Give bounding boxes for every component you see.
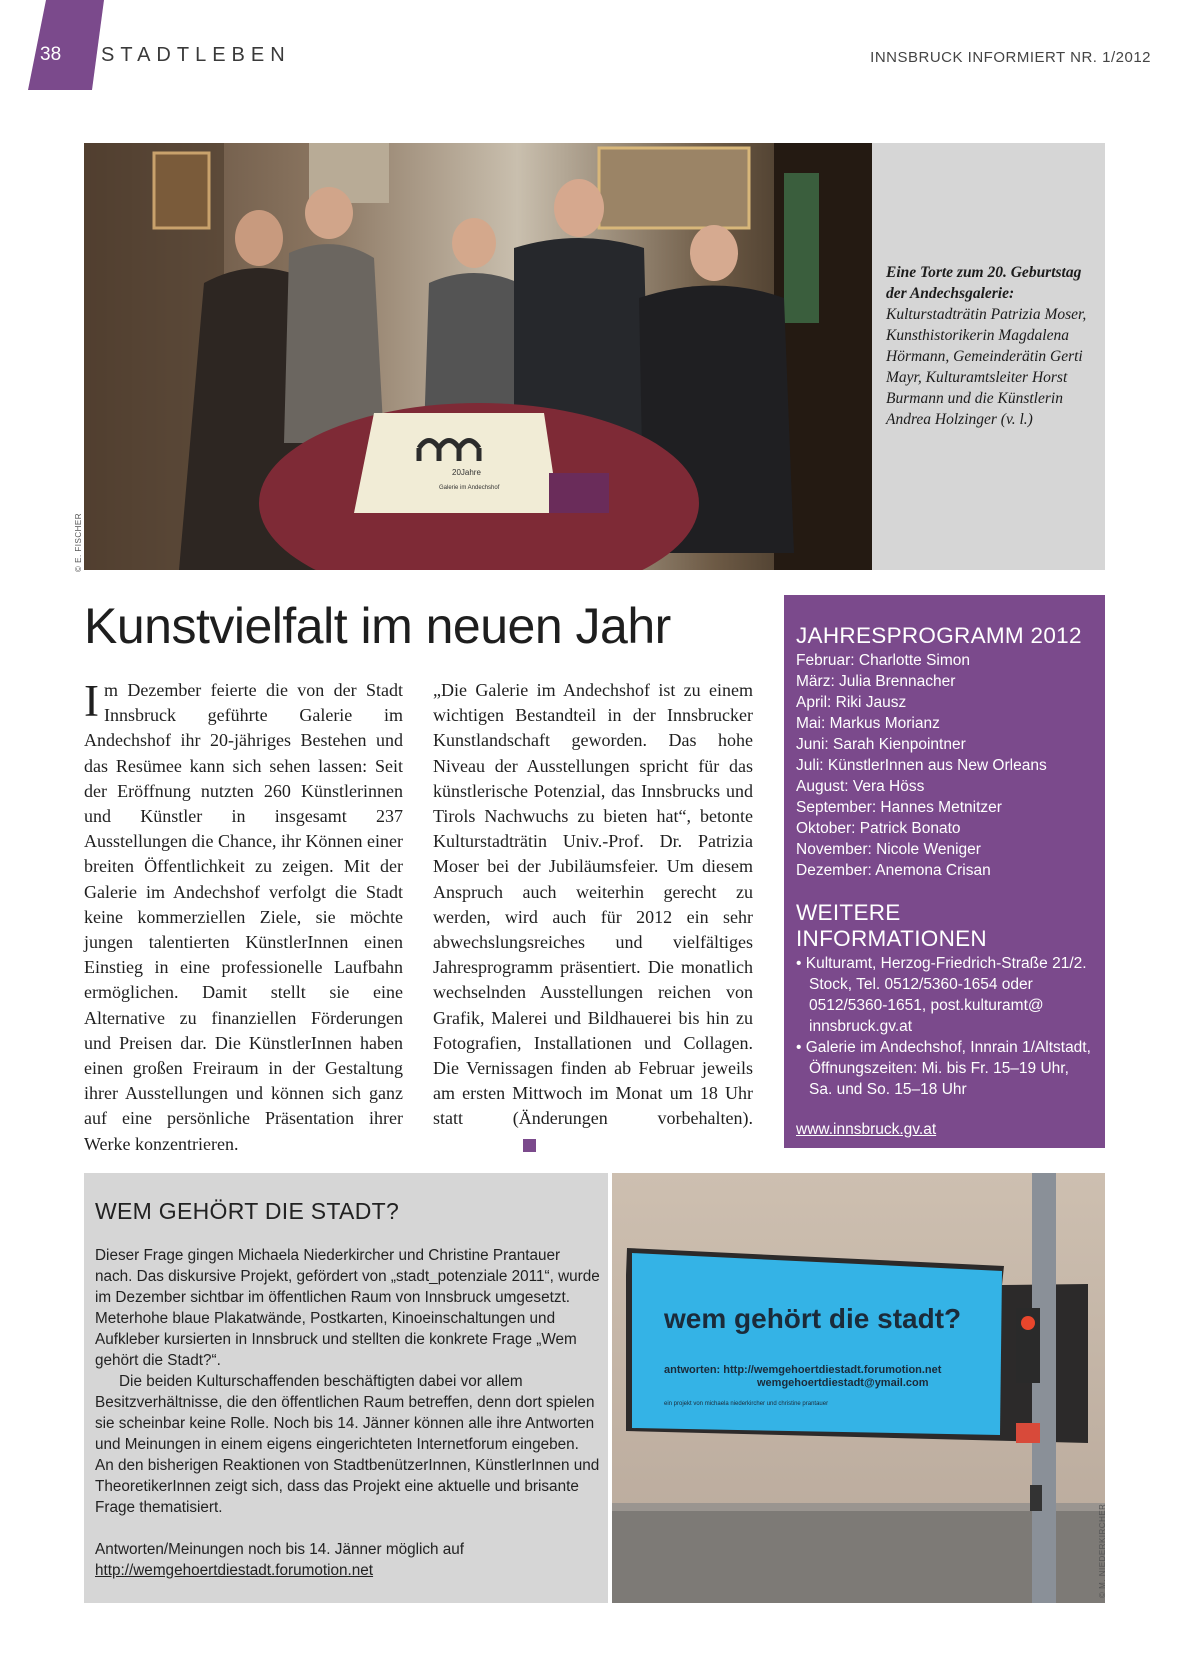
billboard-photo bbox=[612, 1173, 1105, 1603]
poster-line-3: ein projekt von michaela niederkircher und christine prantauer bbox=[664, 1401, 829, 1407]
cake-celebration-photo bbox=[84, 143, 872, 570]
caption-text: Kulturstadträtin Patrizia Moser, Kunsthistorikerin Magdalena Hörmann, Gemeinderätin Gerti Mayr, Kulturamtsleiter Horst Burmann und die Künstlerin Andrea Holzinger (v. l.) bbox=[886, 306, 1087, 428]
forum-link[interactable]: http://wemgehoertdiestadt.forumotion.net bbox=[95, 1562, 374, 1579]
poster-line-1: antworten: http://wemgehoertdiestadt.forumotion.net bbox=[664, 1364, 942, 1376]
program-title: JAHRESPROGRAMM 2012 bbox=[796, 623, 1082, 648]
end-mark-square bbox=[523, 1139, 536, 1152]
program-item: Mai: Markus Morianz bbox=[796, 715, 940, 732]
photo-credit-bottom: © M. NIEDERKIRCHER bbox=[1098, 1503, 1107, 1598]
box-title: WEM GEHÖRT DIE STADT? bbox=[95, 1198, 400, 1224]
program-item: März: Julia Brennacher bbox=[796, 673, 956, 690]
program-item: August: Vera Höss bbox=[796, 778, 925, 795]
article-headline: Kunstvielfalt im neuen Jahr bbox=[84, 598, 671, 654]
section-title: STADTLEBEN bbox=[101, 44, 291, 66]
program-box bbox=[784, 595, 1105, 1148]
box-paragraph-2: Die beiden Kulturschaffenden beschäftigten dabei vor allem Besitzverhältnisse, die den öffentlichen Raum betreffen, denn dort spielen sie scheinbar keine Rolle. Noch bis 14. Jänner können alle ihre Antworten und Meinungen in einem eigens eingerichteten Internetforum eingeben. An den bisherigen Reaktionen von StadtbenützerInnen, KünstlerInnen und TheoretikerInnen zeigt sich, dass das Projekt eine aktuelle und brisante Frage thematisiert. bbox=[95, 1373, 600, 1516]
info-item: • Kulturamt, Herzog-Friedrich-Straße 21/2. Stock, Tel. 0512/5360-1654 oder 0512/5360-1651, post.kulturamt@ innsbruck.gv.at bbox=[796, 955, 1087, 1035]
poster-line-2: wemgehoertdiestadt@ymail.com bbox=[757, 1377, 929, 1389]
article-column-2 bbox=[433, 678, 753, 1157]
issue-label: INNSBRUCK INFORMIERT NR. 1/2012 bbox=[870, 49, 1151, 66]
poster-title: wem gehört die stadt? bbox=[664, 1303, 962, 1334]
cake-text-years: 20Jahre bbox=[452, 468, 481, 477]
drop-cap: I bbox=[84, 676, 99, 726]
program-item: November: Nicole Weniger bbox=[796, 841, 981, 858]
cake-text-gallery: Galerie im Andechshof bbox=[439, 485, 500, 491]
program-list bbox=[796, 650, 1096, 881]
program-item: Februar: Charlotte Simon bbox=[796, 652, 971, 669]
program-item: Juli: KünstlerInnen aus New Orleans bbox=[796, 757, 1047, 774]
caption-lead: Eine Torte zum 20. Geburtstag der Andechsgalerie: bbox=[886, 264, 1082, 302]
info-list bbox=[796, 953, 1096, 1100]
info-title: WEITERE INFORMATIONEN bbox=[796, 900, 987, 951]
program-item: Juni: Sarah Kienpointner bbox=[796, 736, 966, 753]
box-text bbox=[95, 1245, 600, 1581]
column-1-text: m Dezember feierte die von der Stadt Innsbruck geführte Galerie im Andechshof ihr 20-jähriges Bestehen und das Resümee kann sich sehen lassen: Seit der Eröffnung nutzten 260 Künstlerinnen und Künstler in insgesamt 237 Ausstellungen die Chance, ihr Können einer breiten Öffentlichkeit zu zeigen. Mit der Galerie im Andechshof verfolgt die Stadt keine kommerziellen Ziele, sie möchte jungen talentierten KünstlerInnen einen Einstieg in eine professionelle Laufbahn ermöglichen. Damit stellt sie eine Alternative zu finanziellen Förderungen und Preisen dar. Die KünstlerInnen haben einen großen Freiraum in der Gestaltung ihrer Ausstellungen und können sich ganz auf eine persönliche Präsentation ihrer Werke konzentrieren. bbox=[84, 680, 403, 1154]
photo-credit-top: © E. FISCHER bbox=[74, 512, 83, 572]
info-item: • Galerie im Andechshof, Innrain 1/Altstadt, Öffnungszeiten: Mi. bis Fr. 15–19 Uhr, Sa. und So. 15–18 Uhr bbox=[796, 1039, 1091, 1098]
program-item: September: Hannes Metnitzer bbox=[796, 799, 1002, 816]
program-item: April: Riki Jausz bbox=[796, 694, 907, 711]
box-paragraph-1: Dieser Frage gingen Michaela Niederkircher und Christine Prantauer nach. Das diskursive Projekt, gefördert von „stadt_potenziale 2011“, wurde im Dezember sichtbar im öffentlichen Raum von Innsbruck umgesetzt. Meterhohe blaue Plakatwände, Postkarten, Kinoeinschaltungen und Aufkleber kursierten in Innsbruck und stellten die konkrete Frage „Wem gehört die Stadt?“. bbox=[95, 1247, 600, 1369]
article-column-1 bbox=[84, 678, 403, 1157]
page-number: 38 bbox=[40, 44, 62, 65]
program-item: Oktober: Patrick Bonato bbox=[796, 820, 961, 837]
column-2-text: „Die Galerie im Andechshof ist zu einem wichtigen Bestandteil in der Innsbrucker Kunstlandschaft geworden. Das hohe Niveau der Ausstellungen spricht für das künstlerische Potenzial, das Innsbrucks und Tirols Nachwuchs zu bieten hat“, betonte Kulturstadträtin Univ.-Prof. Dr. Patrizia Moser bei der Jubiläumsfeier. Um diesem Anspruch auch weiterhin gerecht zu werden, wird auch für 2012 ein sehr abwechslungsreiches und vielfältiges Jahresprogramm präsentiert. Die monatlich wechselnden Ausstellungen reichen von Grafik, Malerei und Bildhauerei bis hin zu Fotografien, Installationen und Collagen. Die Vernissagen finden ab Februar jeweils am ersten Mittwoch im Monat um 18 Uhr statt (Änderungen vorbehalten). bbox=[433, 680, 753, 1129]
program-item: Dezember: Anemona Crisan bbox=[796, 862, 991, 879]
box-paragraph-3: Antworten/Meinungen noch bis 14. Jänner möglich auf bbox=[95, 1541, 465, 1558]
website-link[interactable]: www.innsbruck.gv.at bbox=[796, 1121, 937, 1138]
photo-caption bbox=[886, 262, 1096, 430]
